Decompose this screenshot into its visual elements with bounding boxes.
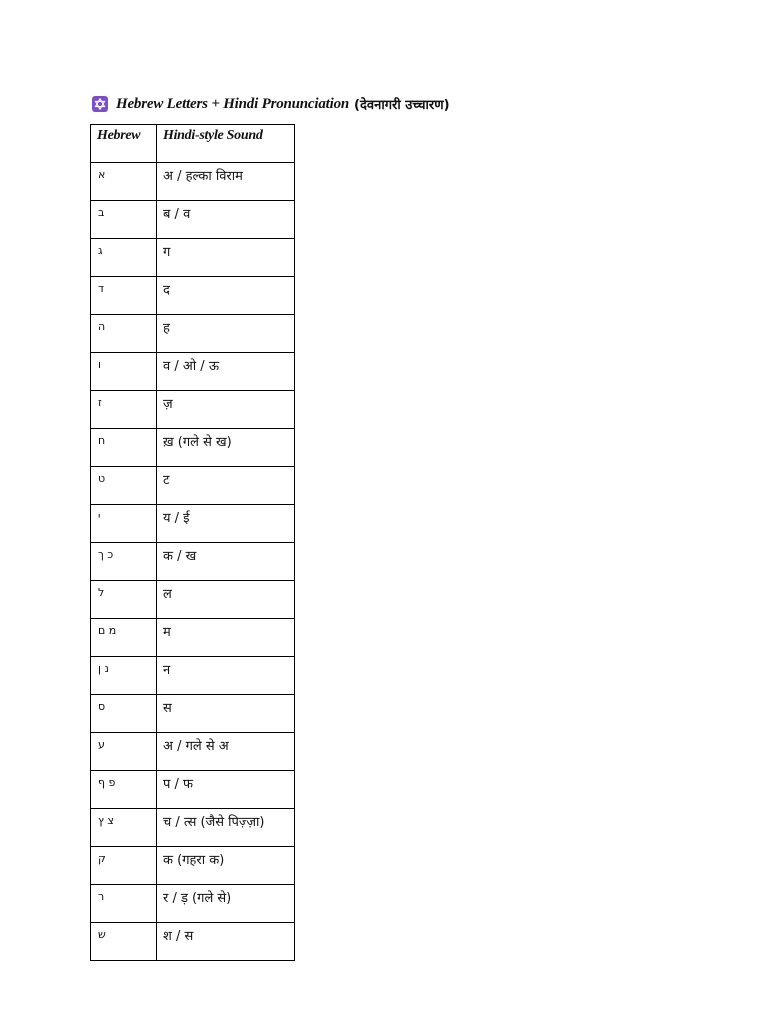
hindi-sound-cell: ग [157, 239, 295, 277]
hebrew-letter-cell: מ ם [91, 619, 157, 657]
hindi-sound-cell: ट [157, 467, 295, 505]
hebrew-letter-cell: כ ך [91, 543, 157, 581]
hebrew-letter-cell: א [91, 163, 157, 201]
hindi-sound-cell: स [157, 695, 295, 733]
column-header-sound: Hindi-style Sound [157, 125, 295, 163]
hindi-sound-cell: ज़ [157, 391, 295, 429]
hebrew-letter-cell: ש [91, 923, 157, 961]
hebrew-letter-cell: ה [91, 315, 157, 353]
table-row [91, 923, 295, 961]
table-row [91, 771, 295, 809]
hebrew-letter-cell: ד [91, 277, 157, 315]
hebrew-letter-cell: ב [91, 201, 157, 239]
table-row [91, 239, 295, 277]
hindi-sound-cell: अ / हल्का विराम [157, 163, 295, 201]
page-title: Hebrew Letters + Hindi Pronunciation [116, 95, 350, 112]
letters-table [90, 124, 295, 961]
page-subtitle: (देवनागरी उच्चारण) [354, 98, 450, 113]
table-row [91, 619, 295, 657]
table-row [91, 543, 295, 581]
hindi-sound-cell: ब / व [157, 201, 295, 239]
hindi-sound-cell: ल [157, 581, 295, 619]
table-row [91, 201, 295, 239]
table-row [91, 695, 295, 733]
hebrew-letter-cell: י [91, 505, 157, 543]
table-row [91, 505, 295, 543]
hebrew-letter-cell: ז [91, 391, 157, 429]
table-row [91, 429, 295, 467]
table-body [91, 163, 295, 961]
hindi-sound-cell: श / स [157, 923, 295, 961]
table-row [91, 315, 295, 353]
table-header-row [91, 125, 295, 163]
hindi-sound-cell: य / ई [157, 505, 295, 543]
hindi-sound-cell: क (गहरा क) [157, 847, 295, 885]
table-row [91, 277, 295, 315]
table-row [91, 657, 295, 695]
table-row [91, 391, 295, 429]
hebrew-letter-cell: ל [91, 581, 157, 619]
hebrew-letter-cell: ע [91, 733, 157, 771]
table-row [91, 885, 295, 923]
hindi-sound-cell: अ / गले से अ [157, 733, 295, 771]
table-row [91, 353, 295, 391]
hebrew-letter-cell: ט [91, 467, 157, 505]
hebrew-letter-cell: ק [91, 847, 157, 885]
hebrew-letter-cell: ס [91, 695, 157, 733]
hebrew-letter-cell: פ ף [91, 771, 157, 809]
hindi-sound-cell: ह [157, 315, 295, 353]
hebrew-letter-cell: נ ן [91, 657, 157, 695]
hindi-sound-cell: क / ख [157, 543, 295, 581]
hebrew-letter-cell: ג [91, 239, 157, 277]
hebrew-letter-cell: צ ץ [91, 809, 157, 847]
hindi-sound-cell: व / ओ / ऊ [157, 353, 295, 391]
table-row [91, 733, 295, 771]
table-row [91, 847, 295, 885]
table-row [91, 467, 295, 505]
hindi-sound-cell: न [157, 657, 295, 695]
hindi-sound-cell: च / त्स (जैसे पिज़्ज़ा) [157, 809, 295, 847]
hindi-sound-cell: द [157, 277, 295, 315]
table-row [91, 581, 295, 619]
table-row [91, 809, 295, 847]
hindi-sound-cell: र / ड़ (गले से) [157, 885, 295, 923]
hebrew-letter-cell: ח [91, 429, 157, 467]
hindi-sound-cell: प / फ [157, 771, 295, 809]
hebrew-letter-cell: ר [91, 885, 157, 923]
table-row [91, 163, 295, 201]
hebrew-letter-cell: ו [91, 353, 157, 391]
hindi-sound-cell: म [157, 619, 295, 657]
six-pointed-star-icon [92, 96, 108, 112]
column-header-hebrew: Hebrew [91, 125, 157, 163]
page-heading [92, 93, 450, 115]
hindi-sound-cell: ख़ (गले से ख) [157, 429, 295, 467]
